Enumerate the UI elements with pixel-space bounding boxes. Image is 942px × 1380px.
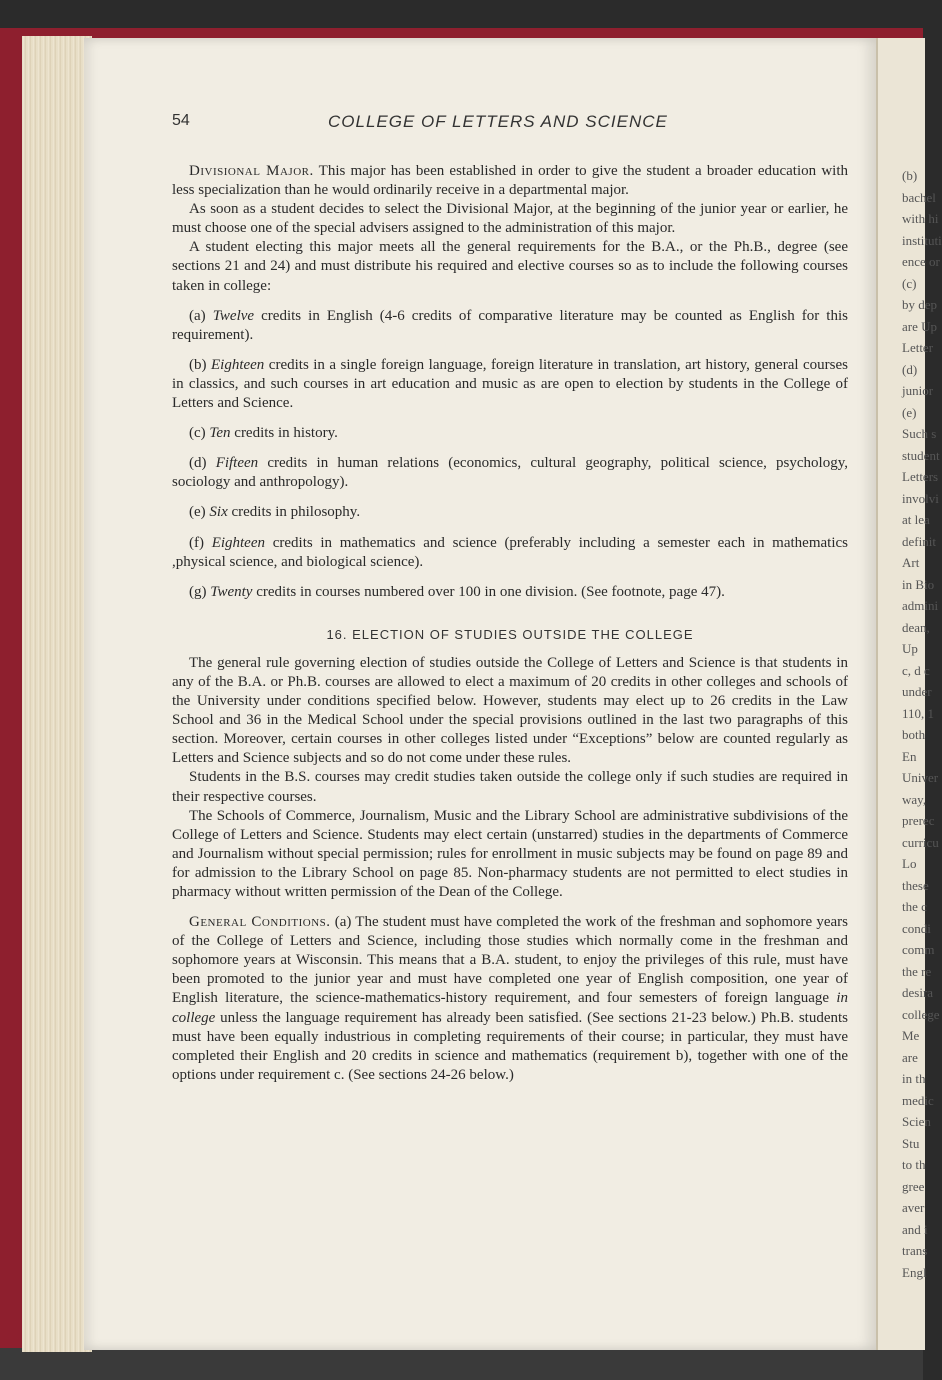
requirement-item-d: (d) Fifteen credits in human relations (economics, cultural geography, political science, psychology, sociology and anthropology). [172,455,848,491]
facing-page-fragment: to th [902,1157,926,1172]
general-conditions-paragraph: General Conditions. (a) The student must have completed the work of the freshman and sophomore years of the College of Letters and Science, including those studies which normally come in the freshman and sophomore years at Wisconsin. This means that a B.A. student, to enjoy the privileges of this rule, must have been promoted to the junior year and must have completed one year of English composition, one year of English literature, the science-mathematics-history requirement, and four semesters of foreign language in college unless the language requirement has already been satisfied. (See sections 21-23 below.) Ph.B. students must have been equally industrious in completing requirements of their course; in particular, they must have completed their English and 20 credits in science and mathematics (requirement b), together with one of the options under requirement c. (See sections 24-26 below.) [172,914,848,1083]
facing-page-fragment: Lo [902,856,917,871]
general-conditions-label: General Conditions. [189,914,331,931]
facing-page-fragment: Letter [902,340,934,355]
facing-page-fragment: both [902,727,926,742]
facing-page-fragment: 110, 1 [902,705,935,721]
running-title: COLLEGE OF LETTERS AND SCIENCE [328,112,668,131]
section-heading: 16. ELECTION OF STUDIES OUTSIDE THE COLLEGE [326,626,694,642]
facing-page-fragment: in Bio [902,576,935,592]
facing-page-fragment: college [902,1006,940,1022]
facing-page-fragment: at lea [902,512,930,527]
facing-page-fragment: Me [902,1028,920,1043]
facing-page-fragment: bachel [902,189,936,205]
page-number: 54 [172,112,190,129]
facing-page-fragment: Such s [902,426,937,441]
divisional-major-label: Divisional Major. [189,163,314,179]
divisional-major-paragraph [172,162,848,200]
facing-page-fragment: comm [902,942,935,957]
facing-page-fragment: these [902,877,929,893]
requirement-item-f: (f) Eighteen credits in mathematics and science (preferably including a semester each in mathematics ,physical science, and biological science). [172,534,848,570]
facing-page-fragment: c, d c [902,662,930,678]
facing-page-fragment: way, [902,791,927,807]
facing-page-fragment: curricu [902,834,939,850]
facing-page-fragment: (e) [902,404,917,420]
facing-page-fragment: ence or [902,254,940,269]
facing-page-fragment: and i [902,1221,928,1237]
facing-page-fragment: Engl [902,1264,927,1280]
requirement-item-e: (e) Six credits in philosophy. [189,504,361,521]
facing-page-fragment: by dep [902,297,938,312]
facing-page-fragment: admini [902,598,939,613]
facing-page-fragment: desira [902,985,934,1000]
facing-page-fragment: prerec [902,813,935,828]
facing-page-fragment: the c [902,899,927,914]
facing-page-fragment: in th [902,1071,926,1086]
facing-page-fragment: instituti [902,232,942,248]
facing-page-fragment: with hi [902,211,939,226]
section16-para1: The general rule governing election of studies outside the College of Letters and Science is that students in any of the B.A. or Ph.B. courses are allowed to elect a maximum of 20 credits in other colleges and schools of the University under conditions specified below. However, students may elect up to 26 credits in the Law School and 36 in the Medical School under the special provisions outlined in the last two paragraphs of this section. Moreover, certain courses in other colleges listed under “Exceptions” below are counted regularly as Letters and Science subjects and so do not come under these rules. [172,654,848,767]
page-edges [22,36,92,1352]
section16-para2: Students in the B.S. courses may credit studies taken outside the college only if such studies are required in their respective courses. [172,769,848,805]
page-header [172,112,848,132]
facing-page-fragment: En [902,748,917,764]
facing-page-fragment: Univer [902,770,939,785]
facing-page-fragment: junior [902,383,934,398]
facing-page-fragment: under [902,684,932,699]
divisional-major-text: This major has been established in order to give the student a broader education with less specialization than he would ordinarily receive in a departmental major. [172,163,848,199]
facing-page-fragment: Up [902,641,918,656]
background-surface [0,1348,923,1380]
requirement-item-b: (b) Eighteen credits in a single foreign language, foreign literature in translation, art history, general courses in classics, and such courses in art education and music as are open to election by students in the College of Letters and Science. [172,356,848,412]
page-body [172,162,848,1085]
facing-page-fragment: (b) [902,168,918,183]
facing-page-fragment: student [902,447,940,463]
requirement-item-a: (a) Twelve credits in English (4-6 credits of comparative literature may be counted as English for this requirement). [172,307,848,343]
facing-page-fragment: Letters [902,469,939,484]
divisional-major-para2: As soon as a student decides to select the Divisional Major, at the beginning of the junior year or earlier, he must choose one of the special advisers assigned to the administration of this major. [172,201,848,237]
requirement-item-c: (c) Ten credits in history. [189,425,338,442]
facing-page-fragment: are [902,1049,918,1065]
section16-para3: The Schools of Commerce, Journalism, Music and the Library School are administrative subdivisions of the College of Letters and Science. Students may elect certain (unstarred) studies in the departments of Commerce and Journalism without special permission; rules for enrollment in music subjects may be found on page 89 and for admission to the Library School on page 85. Non-pharmacy students are not permitted to elect studies in pharmacy without written permission of the Dean of the College. [172,807,848,900]
facing-page-fragment: the re [902,963,932,979]
facing-page-fragment: dean, [902,619,930,635]
facing-page-fragment: (d) [902,361,918,377]
facing-page [876,38,942,1350]
facing-page-fragment: trans [902,1243,928,1258]
facing-page-fragment: involvi [902,490,939,506]
facing-page-fragment: Stu [902,1135,920,1151]
facing-page-fragment: gree [902,1178,925,1194]
facing-page-fragment: Scien [902,1114,931,1129]
divisional-major-para3: A student electing this major meets all the general requirements for the B.A., or the Ph.B., degree (see sections 21 and 24) and must distribute his required and elective courses so as to include the following courses taken in college: [172,239,848,294]
requirement-item-g: (g) Twenty credits in courses numbered over 100 in one division. (See footnote, page 47). [189,583,725,600]
facing-page-fragment: aver [902,1200,925,1215]
facing-page-fragment: Art [902,555,920,570]
facing-page-fragment: definit [902,533,936,549]
facing-page-fragment: are Up [902,318,938,334]
facing-page-fragment: (c) [902,275,917,291]
facing-page-fragment: condi [902,920,931,936]
facing-page-fragment: medic [902,1092,934,1108]
